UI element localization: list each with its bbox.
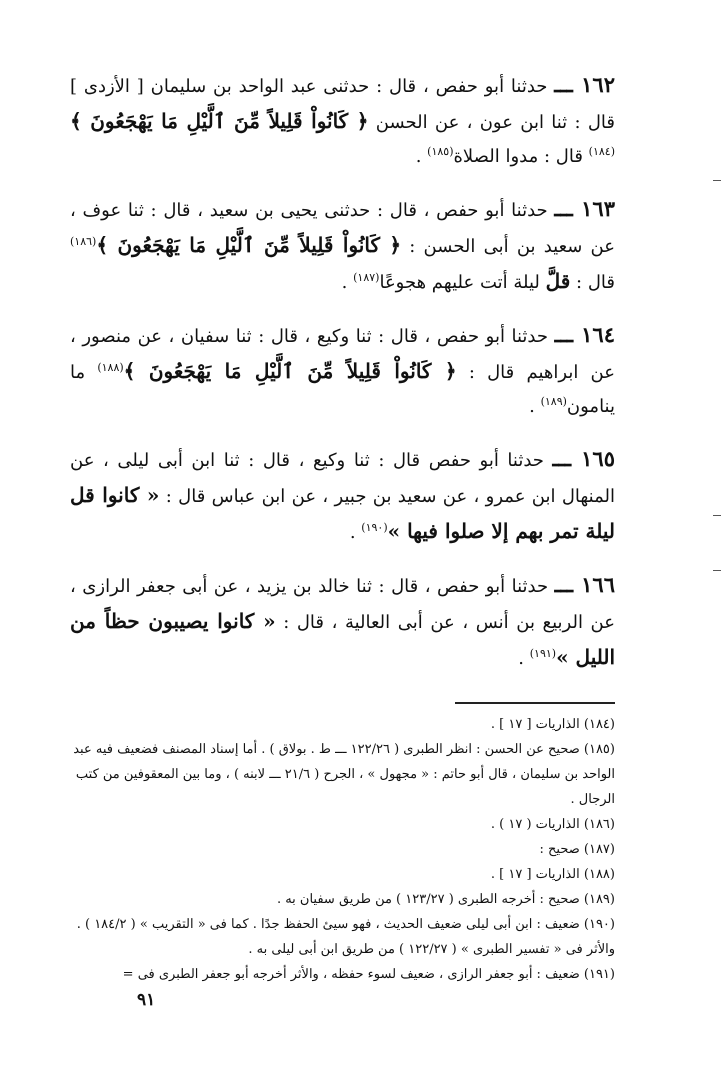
hadith-number: ١٦٣ ـــ [554, 196, 615, 221]
hadith-number: ١٦٢ ـــ [554, 72, 615, 97]
hadith-text: . [341, 272, 354, 293]
scan-edge-mark [713, 180, 721, 181]
hadith-paragraph [70, 68, 615, 174]
hadith-paragraph [70, 442, 615, 550]
footnote-ref: (١٩١) [529, 647, 557, 660]
scan-edge-mark [713, 515, 721, 516]
hadith-paragraph [70, 568, 615, 676]
hadith-number: ١٦٤ ـــ [554, 322, 615, 347]
quran-verse: ﴿ كَانُواْ قَلِيلاً مِّنَ ٱلَّيْلِ مَا يَهْجَعُونَ ﴾ [96, 233, 402, 257]
footnote: (١٨٥) صحيح عن الحسن : انظر الطبرى ( ١٢٢/٢٦ ـــ ط . بولاق ) . أما إسناد المصنف فضعيف فيه عبد الواحد بن سليمان ، قال أبو حاتم : « مجهول » ، الجرح ( ٢١/٦ ـــ لابنه ) ، وما بين المعقوفين من كتب الرجال . [73, 742, 615, 807]
hadith-text: قال : [570, 272, 615, 293]
hadith-number: ١٦٥ ـــ [552, 446, 615, 471]
hadith-text: . [415, 146, 428, 167]
footnote: (١٨٨) الذاريات [ ١٧ ] . [490, 867, 615, 882]
hadith-text: قال : مدوا الصلاة [453, 146, 589, 167]
footnote-ref: (١٨٦) [70, 235, 97, 248]
hadith-text: حدثنا أبو حفص ، قال : حدثنى يحيى بن سعيد ، قال : ثنا عوف ، عن سعيد بن أبى الحسن : [70, 200, 615, 257]
footnote-divider [455, 702, 615, 704]
hadith-paragraph [70, 318, 615, 424]
hadith-text: ما ينامون [70, 362, 615, 417]
hadith-text: حدثنا أبو حفص ، قال : حدثنى عبد الواحد بن سليمان [ الأزدى ] قال : ثنا ابن عون ، عن الحسن [70, 76, 615, 133]
hadith-text: . [518, 648, 530, 669]
page-number: ٩١ [137, 990, 156, 1010]
footnote-ref: (١٨٩) [540, 395, 567, 408]
footnote: (١٩٠) ضعيف : ابن أبى ليلى ضعيف الحديث ، فهو سيئ الحفظ جدًا . كما فى « التقريب » ( ١٨٤/٢ ) . والأثر فى « تفسير الطبرى » ( ١٢٢/٢٧ ) من طريق ابن أبى ليلى به . [76, 917, 615, 957]
quran-verse: ﴿ كَانُواْ قَلِيلاً مِّنَ ٱلَّيْلِ مَا يَهْجَعُونَ ﴾ [123, 359, 457, 383]
hadith-text: ليلة أتت عليهم هجوعًا [379, 272, 546, 293]
footnote-ref: (١٨٨) [97, 361, 124, 374]
footnote-ref: (١٨٥) [427, 145, 454, 158]
footnote: (١٨٩) صحيح : أخرجه الطبرى ( ١٢٣/٢٧ ) من طريق سفيان به . [276, 892, 615, 907]
hadith-text: . [529, 396, 541, 417]
footnote-ref: (١٨٤) [588, 145, 615, 158]
footnote: (١٨٦) الذاريات ( ١٧ ) . [490, 817, 615, 832]
footnote: (١٩١) ضعيف : أبو جعفر الرازى ، ضعيف لسوء حفظه ، والأثر أخرجه أبو جعفر الطبرى فى = [122, 967, 615, 982]
hadith-number: ١٦٦ ـــ [554, 572, 615, 597]
footnote: (١٨٧) صحيح : [539, 842, 615, 857]
quran-verse: ﴿ كَانُواْ قَلِيلاً مِّنَ ٱلَّيْلِ مَا يَهْجَعُونَ ﴾ [70, 109, 369, 133]
hadith-text: حدثنا أبو حفص ، قال : ثنا وكيع ، قال : ثنا سفيان ، عن منصور ، عن ابراهيم قال : [70, 326, 615, 383]
footnote-ref: (١٩٠) [361, 521, 388, 534]
hadith-text: حدثنا أبو حفص ، قال : ثنا خالد بن يزيد ، عن أبى جعفر الرازى ، عن الربيع بن أنس ، عن أبى العالية ، قال : [70, 576, 615, 633]
athar-text: قلَّ [545, 269, 571, 293]
scan-edge-mark [713, 570, 721, 571]
hadith-list [70, 68, 615, 676]
footnotes [70, 712, 615, 987]
athar-text: « كانوا يصيبون حظاً من الليل » [70, 609, 615, 669]
hadith-text: . [349, 522, 362, 543]
athar-text: « كانوا قل ليلة تمر بهم إلا صلوا فيها » [70, 483, 615, 543]
footnote: (١٨٤) الذاريات [ ١٧ ] . [490, 717, 615, 732]
hadith-text: حدثنا أبو حفص قال : ثنا وكيع ، قال : ثنا ابن أبى ليلى ، عن المنهال ابن عمرو ، عن سعيد بن جبير ، عن ابن عباس قال : [70, 450, 615, 507]
footnote-ref: (١٨٧) [353, 271, 380, 284]
hadith-paragraph [70, 192, 615, 300]
page-body [70, 50, 615, 987]
